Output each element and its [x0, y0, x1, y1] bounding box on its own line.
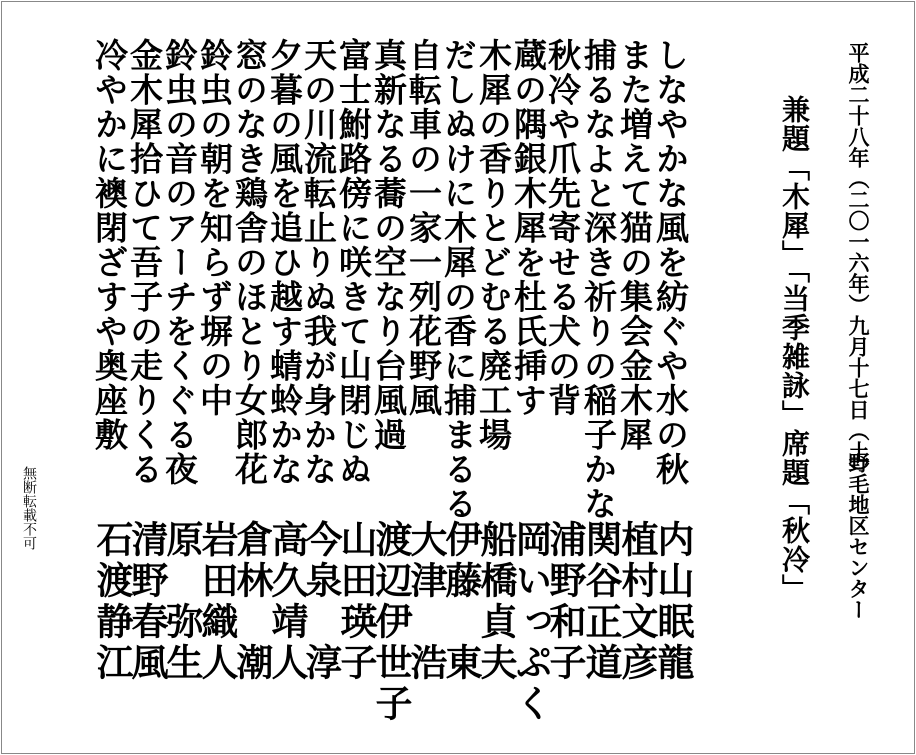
poem-verse: また増えて猫の集会金木犀: [615, 38, 654, 452]
venue-header: 野毛地区センター: [846, 452, 871, 620]
no-reprint-notice: 無断転載不可: [21, 466, 37, 550]
poem-author: 岡いっぷく: [509, 520, 553, 725]
poem-author: 内山眠龍: [651, 520, 695, 684]
poem-author: 伊藤 東: [439, 520, 483, 684]
poem-verse: 天の川流転止りぬ我が身かな: [299, 38, 338, 487]
poem-author: 船橋貞夫: [474, 520, 518, 684]
poem-author: 石渡静江: [90, 520, 134, 684]
poem-verse: 夕暮の風を追ひ越す蜻蛉かな: [265, 38, 304, 487]
poem-author: 倉林 潮: [230, 520, 274, 684]
poem-author: 山田瑛子: [334, 520, 378, 684]
poem-author: 浦野和子: [543, 520, 587, 684]
poem-author: 高久靖人: [265, 520, 309, 684]
poem-author: 原 弥生: [160, 520, 204, 684]
poem-verse: 鈴虫の音のアーチをくぐる夜: [160, 38, 199, 487]
poem-verse: だしぬけに木犀の香に捕まるる: [439, 38, 478, 521]
poem-author: 今泉 淳: [299, 520, 343, 684]
poem-verse: 捕るなよと深き祈りの稲子かな: [579, 38, 618, 521]
poem-verse: 自転車の一家一列花野風: [404, 38, 443, 418]
poem-verse: 秋冷や爪先寄せる犬の背: [543, 38, 582, 418]
poem-verse: 金木犀拾ひて吾子の走りくる: [125, 38, 164, 487]
poem-author: 清野春風: [125, 520, 169, 684]
poem-verse: 鈴虫の朝を知らず塀の中: [195, 38, 234, 418]
date-header: 平成二十八年（二〇一六年）九月十七日（土）: [846, 42, 871, 483]
poem-verse: しなやかな風を紡ぐや水の秋: [651, 38, 690, 487]
poem-verse: 木犀の香りとどむる廃工場: [474, 38, 513, 452]
poem-author: 渡辺伊世子: [369, 520, 413, 725]
poem-verse: 真新なる蕎の空なり台風過: [369, 38, 408, 452]
poem-author: 岩田織人: [195, 520, 239, 684]
poem-author: 関谷正道: [579, 520, 623, 684]
poem-verse: 窓のなき鶏舎のほとり女郎花: [230, 38, 269, 487]
poem-verse: 冷やかに襖閉ざすや奥座敷: [90, 38, 129, 452]
theme-line: 兼題「木犀」「当季雑詠」席題「秋冷」: [778, 95, 811, 603]
poem-verse: 富士鮒路傍に咲きて山閉じぬ: [334, 38, 373, 487]
poem-verse: 蔵の隅銀木犀を杜氏挿す: [509, 38, 548, 418]
poem-author: 植村文彦: [615, 520, 659, 684]
poem-author: 大津 浩: [404, 520, 448, 684]
